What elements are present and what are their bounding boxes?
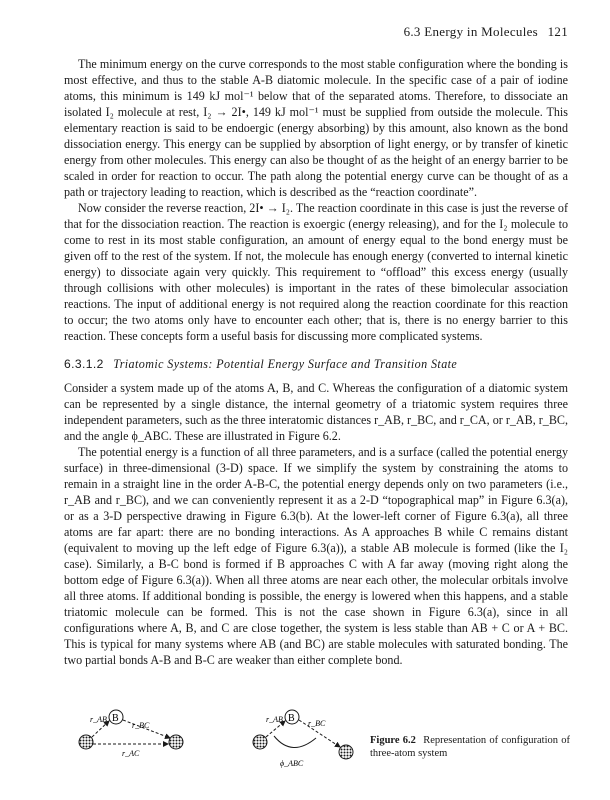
section-title: Triatomic Systems: Potential Energy Surface and Transition State [113, 357, 458, 371]
angle-label: ϕ_ABC [280, 759, 304, 768]
three-atom-diagram [64, 700, 364, 770]
angle-arc [274, 736, 316, 748]
atom-a-left [79, 735, 93, 749]
atom-c-left [169, 735, 183, 749]
paragraph-1: The minimum energy on the curve corresponds to the most stable configuration where the bonding is most effective, and thus to the stable A-B diatomic molecule. In the specific case of a pair of iodine atoms, this minimum is 149 kJ mol⁻¹ below that of the separated atoms. Therefore, to dissociate an isolated I₂ molecule at rest, I₂ → 2I•, 149 kJ mol⁻¹ must be supplied from outside the molecule. This elementary reaction is said to be endoergic (energy absorbing) by this amount, also known as the bond dissociation energy. This energy can be supplied by absorption of light energy, or by transfer of kinetic energy from other molecules. This energy can also be thought of as the height of an energy barrier to be scaled in order for reaction to occur. The path along the potential energy curve can be thought of as a path or trajectory leading to reaction, which is described as the “reaction coordinate”. [64, 57, 568, 199]
atom-a-right [253, 735, 267, 749]
r-ab-label-right: r_AB [266, 715, 283, 724]
atom-c-right [339, 745, 353, 759]
paragraph-4: The potential energy is a function of all three parameters, and is a surface (called the potential energy surface) in three-dimensional (3-D) space. If we simplify the system by constraining the atoms to remain in a straight line in the order A-B-C, the potential energy depends only on two parameters (i.e., r_AB and r_BC), and we can conveniently represent it as a 2-D “topographical map” in Figure 6.3(a), or as a 3-D perspective drawing in Figure 6.3(b). At the lower-left corner of Figure 6.3(a), all three atoms are far apart: there are no bonding interactions. As A approaches B while C remains distant (equivalent to moving up the left edge of Figure 6.3(a)), a stable AB molecule is formed (like the I₂ case). Similarly, a B-C bond is formed if B approaches C with A far away (moving right along the bottom edge of Figure 6.3(a)). When all three atoms are near each other, the molecular orbitals involve all three atoms. If additional bonding is possible, the energy is lowered when this happens, and a stable triatomic molecule can be formed. This is not the case shown in Figure 6.3(a), since in all configurations where A, B, and C are close together, the system is less stable than AB + C or A + BC. This is typical for many systems where AB (and BC) are stable molecules with saturated bonding. The two partial bonds A-B and B-C are weaker than either complete bond. [64, 445, 568, 667]
r-ab-label-left: r_AB [90, 715, 107, 724]
right-configuration [253, 710, 353, 768]
r-ac-label-left: r_AC [122, 749, 140, 758]
left-configuration [79, 710, 183, 758]
figure-caption [370, 734, 570, 760]
body-text [64, 56, 568, 668]
paragraph-2: Now consider the reverse reaction, 2I• → I₂. The reaction coordinate in this case is just the reverse of that for the dissociation reaction. The reaction is exoergic (energy releasing), and for the I₂ molecule to come to rest in its most stable configuration, an amount of energy equal to the bond energy must be given off to the rest of the system. If not, the molecule has enough energy (converted to internal kinetic energy) to dissociate again very quickly. This requirement to “offload” this excess energy (usually through collisions with other molecules) is important in the rates of these bimolecular association reactions. The input of additional energy is not required along the reaction coordinate for this reaction to occur; the two atoms only have to encounter each other; that is, there is no energy barrier to this reaction. These concepts form a useful basis for discussing more complicated systems. [64, 201, 568, 343]
running-header [404, 24, 568, 40]
figure-label: Figure 6.2 [370, 735, 416, 746]
atom-b-label-left: B [112, 713, 119, 724]
figure-caption-text: Representation of configuration of three-atom system [370, 735, 571, 759]
section-number: 6.3.1.2 [64, 357, 104, 371]
r-bc-label-left: r_BC [132, 721, 150, 730]
atom-b-label-right: B [288, 713, 295, 724]
paragraph-3: Consider a system made up of the atoms A, B, and C. Whereas the configuration of a diatomic system can be represented by a single distance, the internal geometry of a triatomic system requires three independent parameters, such as the three interatomic distances r_AB, r_BC, and r_CA, or r_AB, r_BC, and the angle ϕ_ABC. These are illustrated in Figure 6.2. [64, 381, 568, 443]
header-section-title: 6.3 Energy in Molecules [403, 24, 539, 39]
page-number: 121 [547, 24, 568, 39]
r-bc-label-right: r_BC [308, 719, 326, 728]
section-heading [64, 356, 568, 372]
